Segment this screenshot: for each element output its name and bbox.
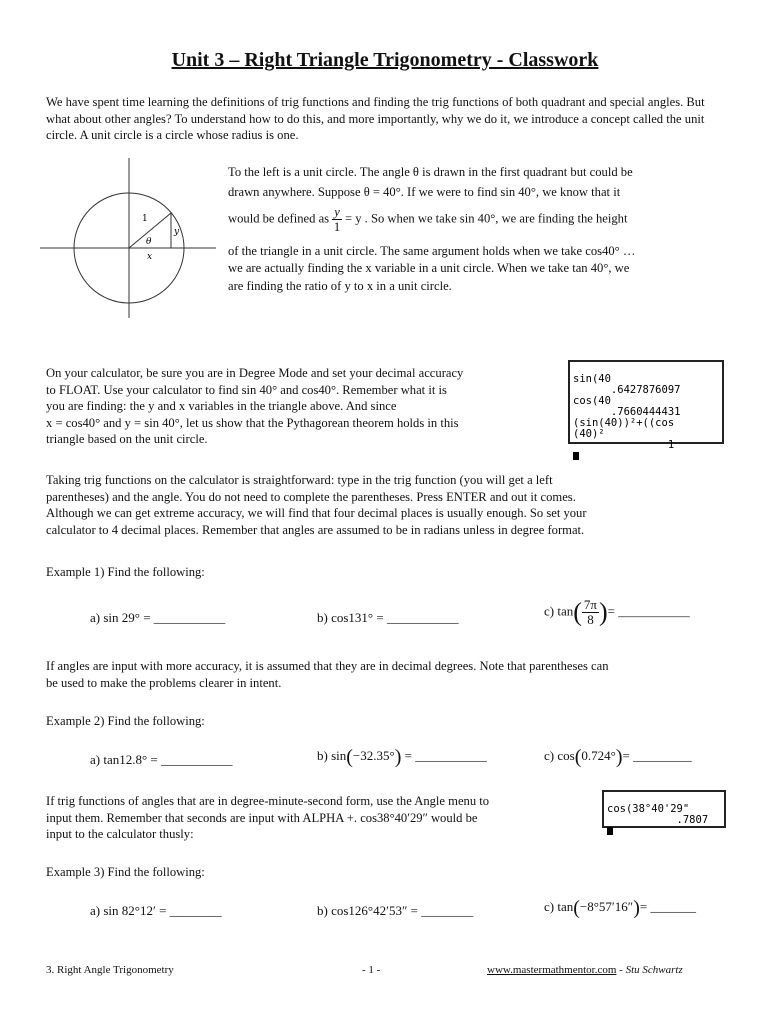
unit-circle-line1: To the left is a unit circle. The angle θ is drawn in the first quadrant but could be (228, 165, 633, 179)
example3-b: b) cos126°42′53″ = ________ (317, 903, 474, 918)
accuracy-paragraph: If angles are input with more accuracy, it is assumed that they are in decimal degrees. Note that parentheses can be used to make the problems clearer in intent. (46, 659, 609, 690)
author-name: Stu Schwartz (625, 964, 683, 976)
dms-paragraph: If trig functions of angles that are in degree-minute-second form, use the Angle menu to input them. Remember that seconds are input with ALPHA +. cos38°40′29″ would be input to the calculator thusly: (46, 794, 490, 842)
cursor-icon (607, 827, 613, 835)
adjacent-label: x (147, 252, 153, 262)
unit-circle-line6: are finding the ratio of y to x in a unit circle. (228, 279, 452, 294)
unit-circle-text (228, 164, 728, 295)
unit-circle-line3: would be defined as $\frac{y}{1}$ = y . So when we take sin 40°, we are finding the height (228, 205, 628, 235)
example2-heading: Example 2) Find the following: (46, 714, 205, 728)
unit-circle-line2: drawn anywhere. Suppose θ = 40°. If we were to find sin 40°, we know that it (228, 184, 621, 199)
intro-paragraph: We have spent time learning the definitions of trig functions and finding the trig functions of both quadrant and special angles. But what about other angles? To understand how to do this, and more importantly, why we do it, we introduce a concept called the unit circle. A unit circle is a circle whose radius is one. (46, 95, 705, 143)
footer-right: www.mastermathmentor.com - Stu Schwartz (487, 964, 683, 976)
angle-label: θ (146, 237, 152, 247)
example1-b: b) cos131° = ___________ (317, 610, 459, 625)
unit-circle-diagram (40, 158, 218, 318)
y-over-1-fraction: $\frac{y}{1}$ (333, 205, 341, 235)
calculator-screen-dms: cos(38°40'29" .7807 (602, 790, 726, 828)
example2-c: c) cos(0.724°)= _________ (544, 746, 692, 769)
page-number: - 1 - (362, 964, 381, 976)
footer-left: 3. Right Angle Trigonometry (46, 964, 174, 976)
example3-a: a) sin 82°12′ = ________ (90, 903, 222, 918)
opposite-label: y (174, 227, 180, 237)
unit-circle-line5: we are actually finding the x variable in a unit circle. When we take tan 40°, we (228, 260, 630, 275)
calculator-paragraph: On your calculator, be sure you are in Degree Mode and set your decimal accuracy to FLOAT. Use your calculator to find sin 40° and cos40°. Remember what it is you are finding: the y and x variables in the triangle above. And since x = cos40° and y = sin 40°, let us show that the Pythagorean theorem holds in this triangle based on the unit circle. (46, 366, 464, 447)
unit-circle-line4: of the triangle in a unit circle. The same argument holds when we take cos40° … (228, 244, 636, 259)
page-title: Unit 3 – Right Triangle Trigonometry - Classwork (171, 49, 599, 71)
website-link[interactable]: www.mastermathmentor.com (487, 964, 617, 976)
example1-a: a) sin 29° = ___________ (90, 610, 226, 625)
example2-b: b) sin(−32.35°) = ___________ (317, 746, 487, 769)
calculator-instructions: Taking trig functions on the calculator is straightforward: type in the trig function (you will get a left parentheses) and the angle. You do not need to complete the parentheses. Press ENTER and out it comes. Although we can get extreme accuracy, we will find that four decimal places is usually enough. So set your calculator to 4 decimal places. Remember that angles are assumed to be in radians unless in degree format. (46, 473, 587, 537)
cursor-icon (573, 452, 579, 460)
calculator-screen-pythagorean: sin(40 .6427876097 cos(40 .7660444431 (sin(40))²+((cos (40)² 1 (568, 360, 724, 444)
hypotenuse-label: 1 (142, 214, 148, 224)
example3-heading: Example 3) Find the following: (46, 865, 205, 879)
example1-heading: Example 1) Find the following: (46, 565, 205, 579)
example2-a: a) tan12.8° = ___________ (90, 752, 233, 767)
example1-c: c) tan( $\frac{7\pi}{8}$ )= ___________ (544, 597, 690, 627)
example3-c: c) tan(−8°57′16″)= _______ (544, 897, 696, 920)
